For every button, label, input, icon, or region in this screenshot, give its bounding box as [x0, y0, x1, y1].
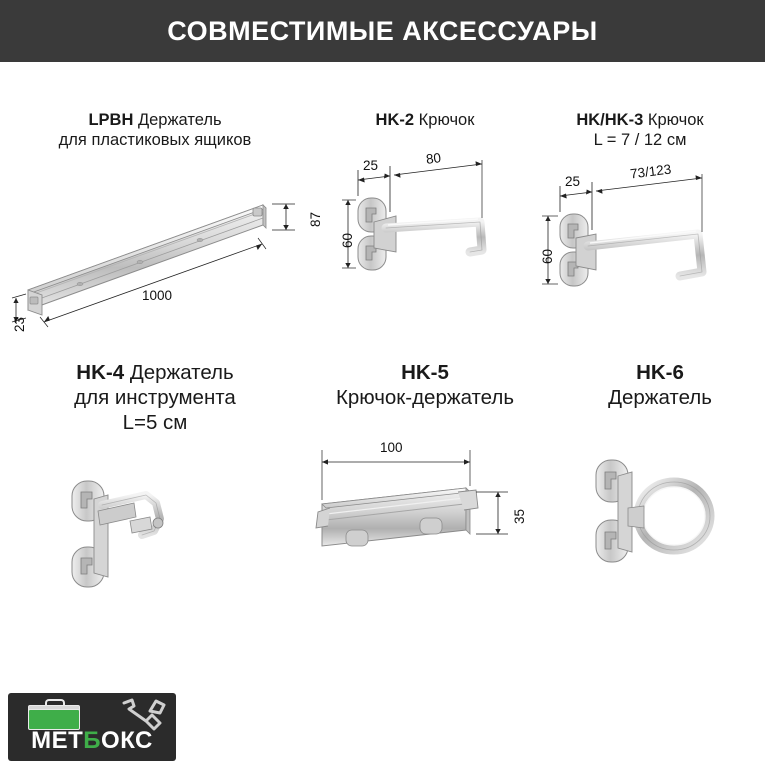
dim-hk3-height: 60 [540, 249, 555, 265]
item-card-hk6[interactable] [570, 360, 750, 606]
dim-hk2-width: 25 [363, 158, 379, 174]
dim-hk3-reach: 73/123 [629, 161, 673, 182]
dim-lpbh-length: 1000 [142, 288, 173, 304]
toolbox-icon [24, 699, 84, 729]
item-title-hk3 [530, 110, 750, 150]
item-name-hk3: Крючок [647, 111, 704, 129]
item-card-lpbh[interactable] [10, 110, 323, 333]
item-figure-hk5 [300, 440, 550, 606]
item-title-hk4 [10, 360, 300, 435]
item-length-hk3: L = 7 / 12 см [593, 131, 687, 150]
poster-footer [0, 687, 765, 765]
page-title: СОВМЕСТИМЫЕ АКСЕССУАРЫ [167, 15, 598, 46]
item-name-hk2: Крючок [418, 111, 475, 129]
item-code-hk4: HK-4 [76, 361, 125, 384]
item-figure-hk2 [330, 150, 520, 306]
hk4-drawing [10, 459, 300, 619]
brand-name-part2: Б [83, 727, 102, 754]
item-title-hk5 [300, 360, 550, 410]
hk5-drawing [300, 446, 550, 606]
dim-hk5-height: 35 [512, 508, 527, 524]
item-figure-hk4 [10, 459, 300, 619]
hk6-drawing [570, 446, 750, 606]
item-title-hk6 [570, 360, 750, 410]
hk2-drawing [330, 156, 520, 306]
dim-hk3-width: 25 [565, 174, 581, 190]
item-card-hk2[interactable] [330, 110, 520, 306]
brand-name-part1: МЕТ [31, 727, 84, 754]
accessories-grid [0, 72, 765, 682]
item-name-hk4-line2: для инструмента [74, 386, 236, 409]
wrench-icon [116, 697, 170, 731]
item-title-lpbh [10, 110, 300, 150]
lpbh-drawing [10, 172, 300, 332]
dim-lpbh-height: 87 [308, 212, 323, 228]
item-code-hk3: HK/HK-3 [576, 111, 644, 129]
item-name-hk5: Крючок-держатель [335, 386, 515, 409]
dim-hk2-height: 60 [340, 233, 355, 249]
poster-header [0, 0, 765, 62]
item-name-hk4-line1: Держатель [129, 361, 234, 384]
item-code-hk2: HK-2 [375, 111, 415, 129]
item-name-lpbh-line2: для пластиковых ящиков [58, 131, 252, 150]
dim-lpbh-depth: 23 [12, 317, 27, 333]
item-card-hk5[interactable] [300, 360, 550, 606]
brand-name [8, 727, 176, 755]
item-code-lpbh: LPBH [88, 111, 134, 129]
item-code-hk5: HK-5 [401, 361, 449, 384]
item-name-hk6: Держатель [608, 386, 712, 409]
brand-name-part3: ОКС [101, 727, 153, 754]
dim-hk5-width: 100 [380, 440, 403, 455]
item-length-hk4: L=5 см [122, 411, 188, 434]
item-card-hk3[interactable] [530, 110, 750, 322]
item-figure-hk3 [530, 161, 750, 322]
item-figure-lpbh [10, 172, 323, 333]
item-card-hk4[interactable] [10, 360, 300, 619]
item-name-lpbh-line1: Держатель [137, 111, 222, 129]
hk3-drawing [530, 172, 740, 322]
item-title-hk2 [330, 110, 520, 130]
item-code-hk6: HK-6 [636, 361, 684, 384]
header-divider [0, 62, 765, 65]
dim-hk2-reach: 80 [425, 150, 442, 167]
brand-logo[interactable] [8, 693, 176, 761]
item-figure-hk6 [570, 446, 750, 606]
